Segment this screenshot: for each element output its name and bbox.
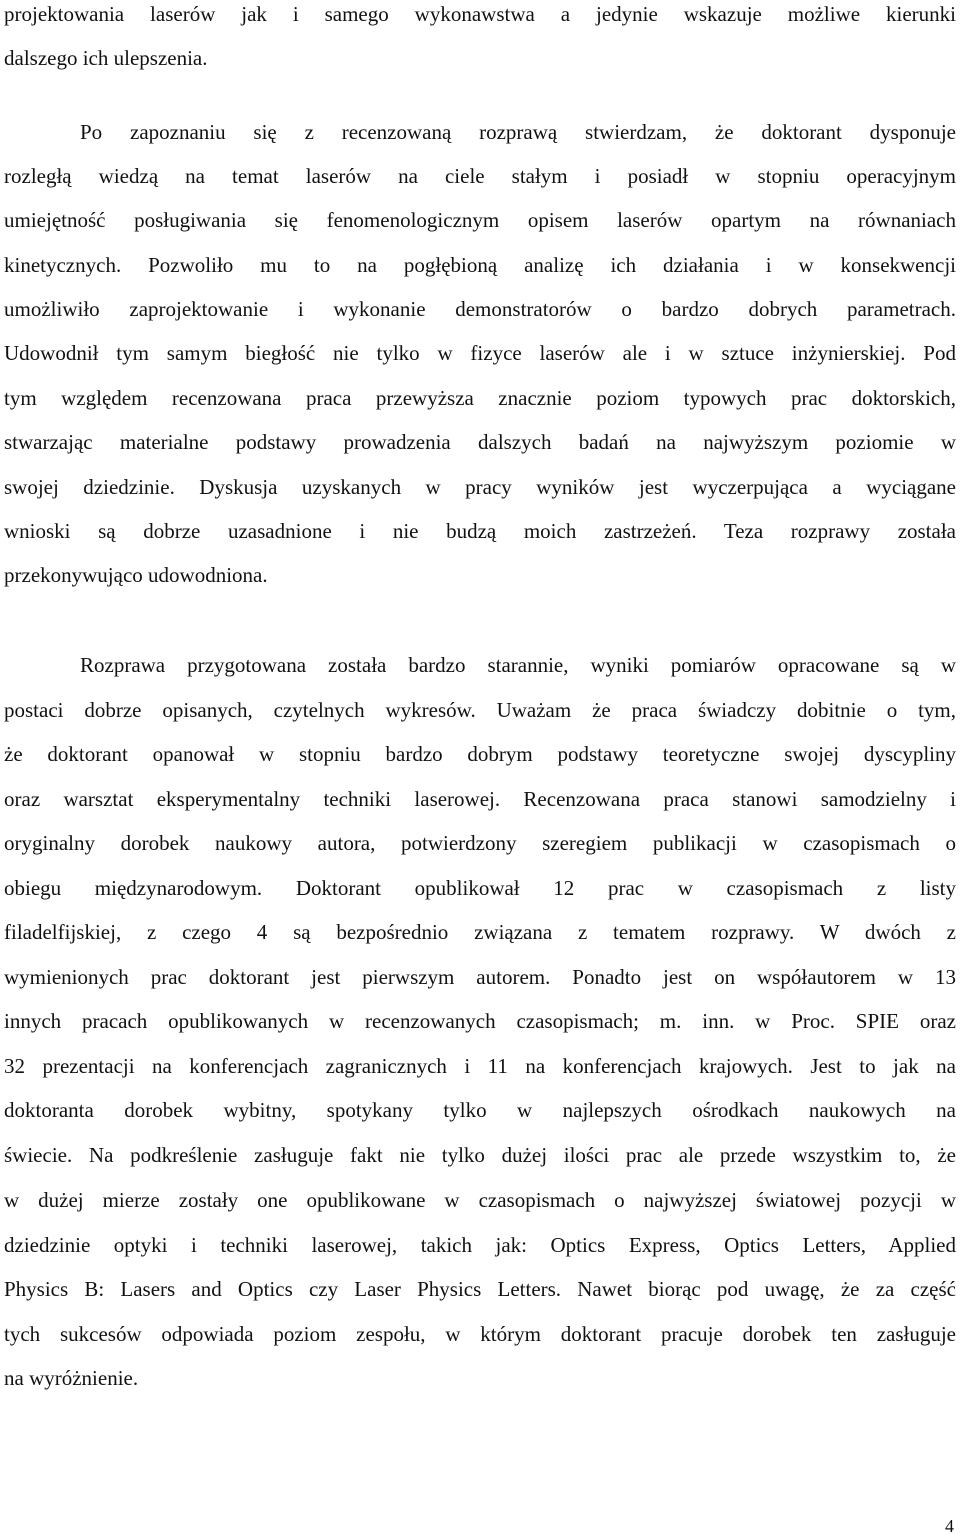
text-line: w dużej mierze zostały one opublikowane w czasopismach o najwyższej światowej pozycji w bbox=[4, 1188, 956, 1212]
text-line: obiegu międzynarodowym. Doktorant opublikował 12 prac w czasopismach z listy bbox=[4, 876, 956, 900]
text-line: doktoranta dorobek wybitny, spotykany tylko w najlepszych ośrodkach naukowych na bbox=[4, 1098, 956, 1122]
text-line: Po zapoznaniu się z recenzowaną rozprawą stwierdzam, że doktorant dysponuje bbox=[80, 120, 956, 144]
text-line: tym względem recenzowana praca przewyższa znacznie poziom typowych prac doktorskich, bbox=[4, 386, 956, 410]
text-line: oraz warsztat eksperymentalny techniki laserowej. Recenzowana praca stanowi samodzielny i bbox=[4, 787, 956, 811]
text-line: oryginalny dorobek naukowy autora, potwierdzony szeregiem publikacji w czasopismach o bbox=[4, 831, 956, 855]
text-line: Physics B: Lasers and Optics czy Laser Physics Letters. Nawet biorąc pod uwagę, że za część bbox=[4, 1277, 956, 1301]
text-line: przekonywująco udowodniona. bbox=[4, 563, 268, 587]
text-line: świecie. Na podkreślenie zasługuje fakt nie tylko dużej ilości prac ale przede wszystkim to, że bbox=[4, 1143, 956, 1167]
text-line: projektowania laserów jak i samego wykonawstwa a jedynie wskazuje możliwe kierunki bbox=[4, 2, 956, 26]
text-line: na wyróżnienie. bbox=[4, 1366, 139, 1390]
text-line: rozległą wiedzą na temat laserów na ciele stałym i posiadł w stopniu operacyjnym bbox=[4, 164, 956, 188]
text-line: dziedzinie optyki i techniki laserowej, takich jak: Optics Express, Optics Letters, Applied bbox=[4, 1233, 956, 1257]
text-line: umiejętność posługiwania się fenomenologicznym opisem laserów opartym na równaniach bbox=[4, 208, 956, 232]
text-line: 32 prezentacji na konferencjach zagranicznych i 11 na konferencjach krajowych. Jest to jak na bbox=[4, 1054, 956, 1078]
text-line: wymienionych prac doktorant jest pierwszym autorem. Ponadto jest on współautorem w 13 bbox=[4, 965, 956, 989]
text-line: Rozprawa przygotowana została bardzo starannie, wyniki pomiarów opracowane są w bbox=[80, 653, 956, 677]
page-number: 4 bbox=[945, 1516, 954, 1536]
text-line: innych pracach opublikowanych w recenzowanych czasopismach; m. inn. w Proc. SPIE oraz bbox=[4, 1009, 956, 1033]
text-line: stwarzając materialne podstawy prowadzenia dalszych badań na najwyższym poziomie w bbox=[4, 430, 956, 454]
text-line: filadelfijskiej, z czego 4 są bezpośrednio związana z tematem rozprawy. W dwóch z bbox=[4, 920, 956, 944]
text-line: wnioski są dobrze uzasadnione i nie budzą moich zastrzeżeń. Teza rozprawy została bbox=[4, 519, 956, 543]
text-line: kinetycznych. Pozwoliło mu to na pogłębioną analizę ich działania i w konsekwencji bbox=[4, 253, 956, 277]
text-line: Udowodnił tym samym biegłość nie tylko w fizyce laserów ale i w sztuce inżynierskiej. Pod bbox=[4, 341, 956, 365]
text-line: dalszego ich ulepszenia. bbox=[4, 46, 208, 70]
text-line: postaci dobrze opisanych, czytelnych wykresów. Uważam że praca świadczy dobitnie o tym, bbox=[4, 698, 956, 722]
text-line: umożliwiło zaprojektowanie i wykonanie demonstratorów o bardzo dobrych parametrach. bbox=[4, 297, 956, 321]
text-line: że doktorant opanował w stopniu bardzo dobrym podstawy teoretyczne swojej dyscypliny bbox=[4, 742, 956, 766]
text-line: swojej dziedzinie. Dyskusja uzyskanych w pracy wyników jest wyczerpująca a wyciągane bbox=[4, 475, 956, 499]
text-line: tych sukcesów odpowiada poziom zespołu, w którym doktorant pracuje dorobek ten zasługuje bbox=[4, 1322, 956, 1346]
